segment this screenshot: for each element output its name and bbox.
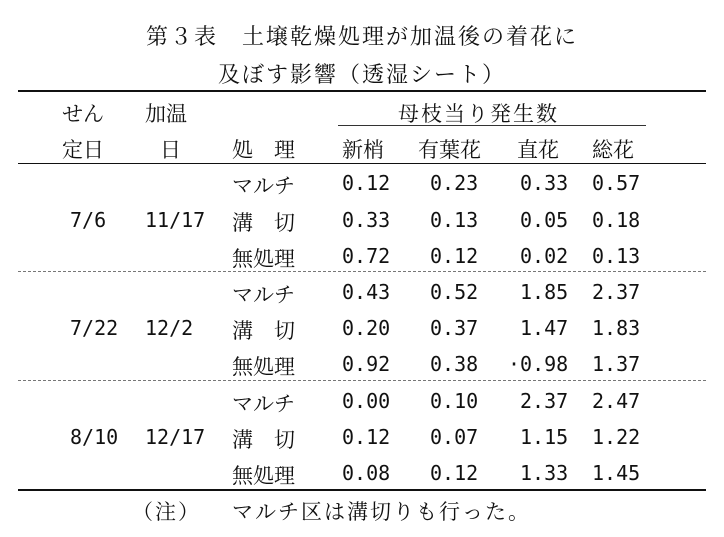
value-cell: 0.10	[430, 389, 479, 413]
group-separator	[18, 271, 706, 272]
treatment-label: 無処理	[232, 464, 295, 488]
header-shinsho: 新梢	[342, 138, 384, 162]
bottom-rule	[18, 489, 706, 491]
treatment-label: マルチ	[232, 283, 295, 307]
value-cell: 0.92	[342, 352, 391, 376]
value-cell: 0.20	[342, 316, 391, 340]
value-cell: 2.37	[520, 389, 569, 413]
treatment-label: 無処理	[232, 247, 295, 271]
value-cell: 0.07	[430, 425, 479, 449]
value-cell: 0.38	[430, 352, 479, 376]
value-cell: 1.22	[592, 425, 641, 449]
value-cell: 1.15	[520, 425, 569, 449]
header-col2-bottom: 日	[160, 138, 181, 162]
value-cell: 2.47	[592, 389, 641, 413]
value-cell: 1.47	[520, 316, 569, 340]
group-date: 8/10	[70, 425, 119, 449]
value-cell: 0.12	[430, 244, 479, 268]
value-cell: 0.23	[430, 171, 479, 195]
value-cell: 0.33	[342, 208, 391, 232]
value-cell: 0.00	[342, 389, 391, 413]
header-soka: 総花	[592, 138, 634, 162]
value-cell: 0.13	[592, 244, 641, 268]
value-cell: 0.43	[342, 280, 391, 304]
value-cell: 0.08	[342, 461, 391, 485]
header-col1-bottom: 定日	[62, 138, 104, 162]
value-cell: 0.02	[520, 244, 569, 268]
group-heat-date: 12/2	[145, 316, 194, 340]
value-cell: 0.72	[342, 244, 391, 268]
header-rule	[18, 163, 706, 164]
value-cell: 0.52	[430, 280, 479, 304]
header-col1-top: せん	[62, 102, 104, 126]
value-cell: 0.12	[342, 171, 391, 195]
value-cell: 1.85	[520, 280, 569, 304]
treatment-label: マルチ	[232, 174, 295, 198]
group-separator	[18, 380, 706, 381]
group-heat-date: 11/17	[145, 208, 206, 232]
value-cell: 0.37	[430, 316, 479, 340]
top-rule	[18, 90, 706, 92]
value-cell: 0.57	[592, 171, 641, 195]
group-date: 7/6	[70, 208, 107, 232]
header-treatment: 処 理	[232, 138, 295, 162]
note-mark: （注）	[132, 500, 201, 524]
group-heat-date: 12/17	[145, 425, 206, 449]
treatment-label: 溝 切	[232, 428, 295, 452]
value-cell: ·0.98	[508, 352, 569, 376]
value-cell: 2.37	[592, 280, 641, 304]
value-cell: 1.45	[592, 461, 641, 485]
treatment-label: 無処理	[232, 355, 295, 379]
group-underline	[338, 125, 646, 126]
value-cell: 1.83	[592, 316, 641, 340]
group-date: 7/22	[70, 316, 119, 340]
header-yuyoka: 有葉花	[418, 138, 481, 162]
table-title-line-2: 及ぼす影響（透湿シート）	[217, 63, 506, 88]
treatment-label: マルチ	[232, 392, 295, 416]
value-cell: 0.05	[520, 208, 569, 232]
table-title-line-1: 第３表 土壌乾燥処理が加温後の着花に	[145, 25, 578, 50]
value-cell: 0.33	[520, 171, 569, 195]
value-cell: 0.18	[592, 208, 641, 232]
treatment-label: 溝 切	[232, 211, 295, 235]
value-cell: 0.13	[430, 208, 479, 232]
treatment-label: 溝 切	[232, 319, 295, 343]
value-cell: 1.37	[592, 352, 641, 376]
value-cell: 0.12	[430, 461, 479, 485]
value-cell: 1.33	[520, 461, 569, 485]
header-jikika: 直花	[517, 138, 559, 162]
header-group: 母枝当り発生数	[398, 102, 559, 126]
header-col2-top: 加温	[145, 102, 187, 126]
note-text: マルチ区は溝切りも行った。	[232, 500, 531, 524]
value-cell: 0.12	[342, 425, 391, 449]
